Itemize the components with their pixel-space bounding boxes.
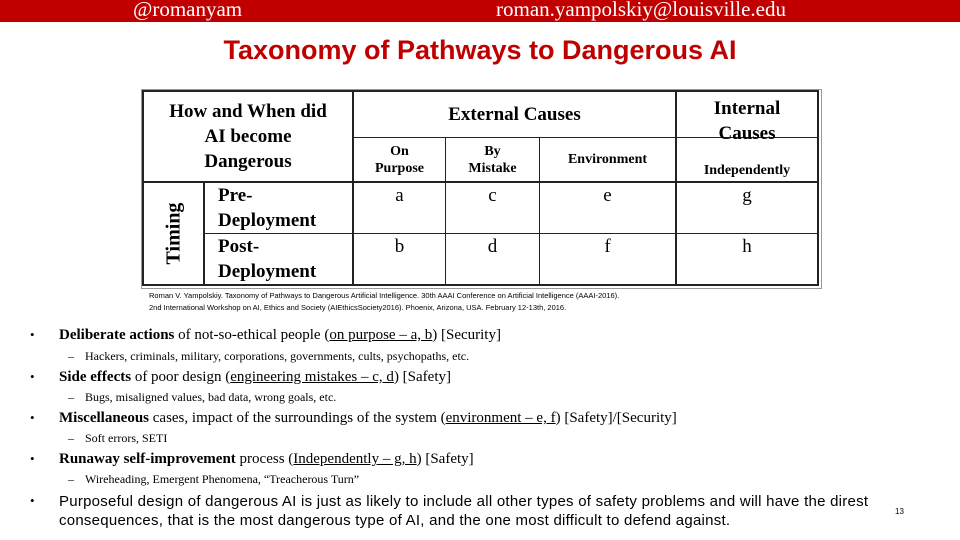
citation-line: 2nd International Workshop on AI, Ethics and Society (AIEthicsSociety2016). Phoenix, Arizona, USA. February 12-13th, 2016. xyxy=(149,303,567,312)
bullet-bold: Side effects xyxy=(59,369,132,385)
bullet-runaway xyxy=(59,451,474,468)
citation xyxy=(149,290,789,314)
dash-glyph: – xyxy=(68,349,74,363)
internal-line: Internal xyxy=(713,97,781,119)
sub-bullet xyxy=(68,472,359,487)
bullet-glyph: • xyxy=(30,410,35,425)
bullet-tail: ) [Safety] xyxy=(416,451,474,467)
dash-glyph: – xyxy=(68,431,74,445)
pre-deployment-label xyxy=(218,183,352,233)
page-number: 13 xyxy=(895,507,904,516)
header-bar xyxy=(0,0,960,22)
on-purpose-line: On xyxy=(390,143,409,159)
bullet-underlined: on purpose – a, b xyxy=(329,327,433,343)
bullet-miscellaneous xyxy=(59,410,677,427)
post-deployment-label xyxy=(218,234,352,284)
bullet-text: of not-so-ethical people ( xyxy=(174,327,330,343)
corner-line: AI become xyxy=(204,126,292,147)
timing-label-cell xyxy=(144,183,203,284)
bullet-bold: Deliberate actions xyxy=(59,327,175,343)
row-label-line: Pre- xyxy=(218,185,253,206)
table-corner-header xyxy=(144,92,352,181)
citation-line: Roman V. Yampolskiy. Taxonomy of Pathways to Dangerous Artificial Intelligence. 30th AAAI Conference on Artificial Intelligence (AAAI-2016). xyxy=(149,291,620,300)
sub-bullet-text: Wireheading, Emergent Phenomena, “Treacherous Turn” xyxy=(85,472,360,486)
taxonomy-table xyxy=(141,89,822,289)
sub-bullet-text: Soft errors, SETI xyxy=(85,431,168,445)
bullet-text: of poor design ( xyxy=(131,369,231,385)
bullet-glyph: • xyxy=(30,369,35,384)
bullet-underlined: engineering mistakes – c, d xyxy=(230,369,394,385)
bullet-tail: ) [Safety] xyxy=(393,369,451,385)
on-purpose-line: Purpose xyxy=(375,160,424,176)
by-mistake-line: By xyxy=(484,143,501,159)
environment-header: Environment xyxy=(567,152,648,167)
slide-title: Taxonomy of Pathways to Dangerous AI xyxy=(223,35,737,65)
row-label-line: Deployment xyxy=(218,261,317,282)
bullet-text: cases, impact of the surroundings of the system ( xyxy=(149,410,446,426)
internal-line: Causes xyxy=(718,122,776,144)
bullet-glyph: • xyxy=(30,451,35,466)
bullet-glyph: • xyxy=(30,327,35,342)
bullet-tail: ) [Security] xyxy=(432,327,501,343)
row-label-line: Post- xyxy=(218,236,260,257)
cell-e: e xyxy=(603,185,612,206)
bullet-side-effects xyxy=(59,369,451,386)
corner-line: How and When did xyxy=(169,101,327,122)
cell-b: b xyxy=(394,236,405,257)
bullet-text: process ( xyxy=(235,451,294,467)
bullet-deliberate-actions xyxy=(59,327,501,344)
dash-glyph: – xyxy=(68,390,74,404)
bullet-bold: Miscellaneous xyxy=(59,410,149,426)
bullet-tail: ) [Safety]/[Security] xyxy=(555,410,677,426)
cell-h: h xyxy=(742,236,752,257)
dash-glyph: – xyxy=(68,472,74,486)
cell-g: g xyxy=(742,185,752,206)
bullet-underlined: environment – e, f xyxy=(445,410,556,426)
sub-bullet xyxy=(68,390,336,405)
sub-bullet-text: Hackers, criminals, military, corporations, governments, cults, psychopaths, etc. xyxy=(85,349,470,363)
cell-c: c xyxy=(488,185,497,206)
purposeful-design-bullet: Purposeful design of dangerous AI is just as likely to include all other types of safety problems and will have the direst consequences, that is the most dangerous type of AI, and the one most difficult to defend against. xyxy=(59,493,869,529)
cell-f: f xyxy=(604,236,611,257)
sub-bullet-text: Bugs, misaligned values, bad data, wrong goals, etc. xyxy=(85,390,337,404)
corner-line: Dangerous xyxy=(204,151,292,172)
email-address: roman.yampolskiy@louisville.edu xyxy=(496,0,786,21)
by-mistake-header xyxy=(446,138,539,181)
independently-header: Independently xyxy=(703,163,791,178)
bullet-glyph: • xyxy=(30,493,35,508)
by-mistake-line: Mistake xyxy=(468,160,517,176)
cell-a: a xyxy=(395,185,404,206)
external-causes-header: External Causes xyxy=(448,104,581,125)
row-label-line: Deployment xyxy=(218,210,317,231)
bullet-underlined: Independently – g, h xyxy=(293,451,417,467)
bullet-bold: Runaway self-improvement xyxy=(59,451,236,467)
sub-bullet xyxy=(68,349,469,364)
twitter-handle: @romanyam xyxy=(133,0,243,21)
on-purpose-header xyxy=(354,138,445,181)
timing-label: Timing xyxy=(162,202,184,265)
sub-bullet xyxy=(68,431,167,446)
cell-d: d xyxy=(487,236,498,257)
